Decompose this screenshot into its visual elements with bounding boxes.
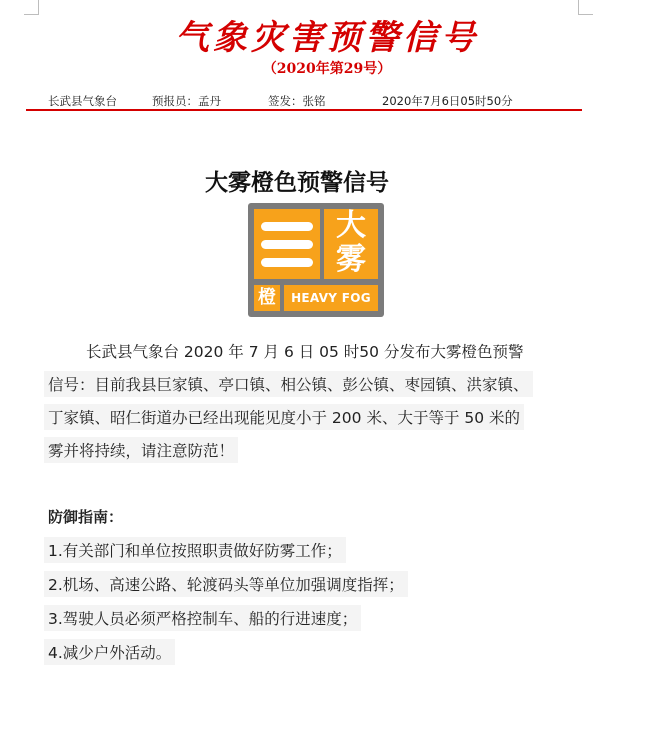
- guide-item: 4.减少户外活动。: [44, 639, 175, 665]
- station-name: 长武县气象台: [48, 94, 117, 108]
- signal-level-bars: [254, 209, 320, 279]
- guide-item: 2.机场、高速公路、轮渡码头等单位加强调度指挥；: [44, 571, 408, 597]
- guide-heading: 防御指南：: [48, 508, 124, 526]
- forecaster: 预报员：孟丹: [152, 94, 221, 108]
- body-line-4: 雾并将持续，请注意防范！: [44, 437, 238, 463]
- signal-level-char: 橙: [254, 285, 280, 311]
- guide-item: 3.驾驶人员必须严格控制车、船的行进速度；: [44, 605, 361, 631]
- body-line-1: 长武县气象台 2020 年 7 月 6 日 05 时50 分发布大雾橙色预警: [86, 343, 524, 361]
- warning-headline: 大雾橙色预警信号: [205, 170, 389, 196]
- guide-item: 1.有关部门和单位按照职责做好防雾工作；: [44, 537, 346, 563]
- signal-bar: [261, 240, 313, 249]
- body-line-3: 丁家镇、昭仁街道办已经出现能见度小于 200 米、大于等于 50 米的: [44, 404, 524, 430]
- issue-datetime: 2020年7月6日05时50分: [382, 94, 513, 108]
- signal-bar: [261, 222, 313, 231]
- signal-english-label: HEAVY FOG: [284, 285, 378, 311]
- heavy-fog-orange-signal-icon: [248, 203, 384, 317]
- signal-main-char: 大 雾: [324, 209, 378, 279]
- document-title: 气象灾害预警信号: [175, 18, 479, 58]
- signal-bar: [261, 258, 313, 267]
- header-divider: [26, 109, 582, 111]
- issue-number: （2020年第29号）: [262, 61, 392, 77]
- body-line-2: 信号：目前我县巨家镇、亭口镇、相公镇、彭公镇、枣园镇、洪家镇、: [44, 371, 533, 397]
- signer: 签发：张铭: [268, 94, 326, 108]
